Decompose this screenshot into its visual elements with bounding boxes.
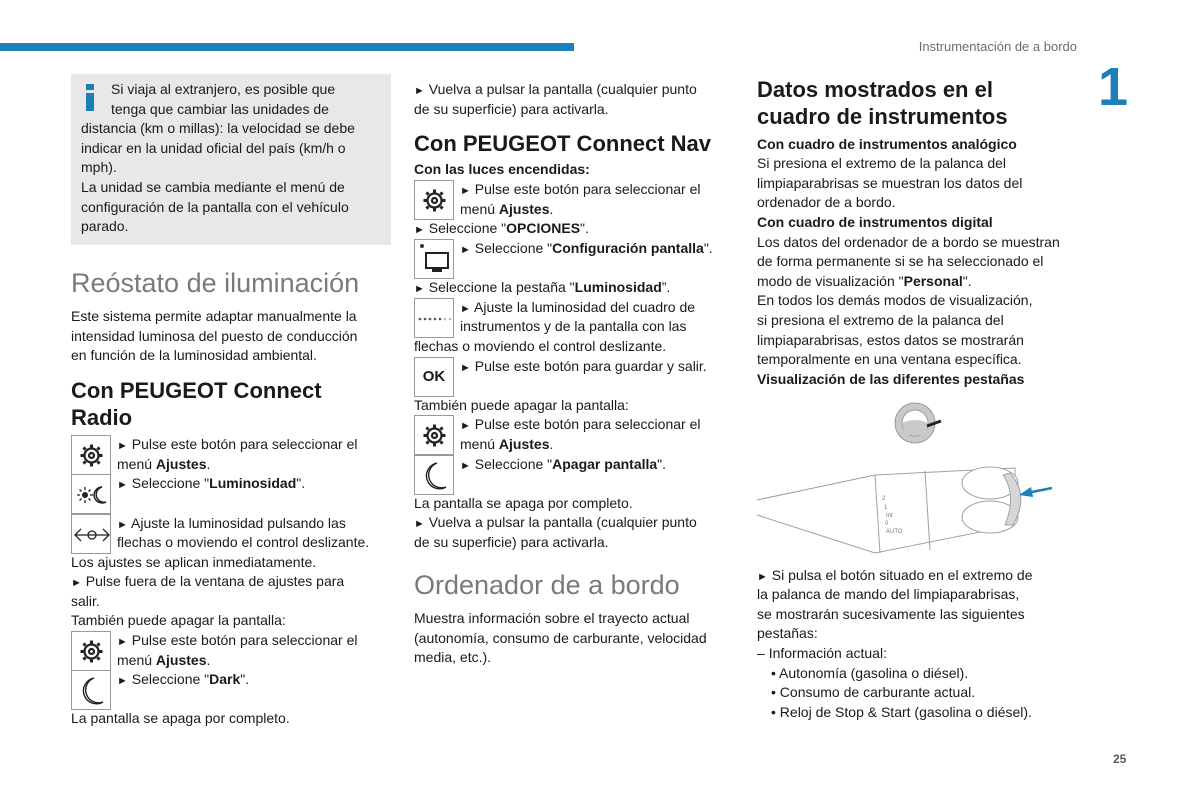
page-number: 25 <box>1113 752 1127 766</box>
body-text: La pantalla se apaga por completo. <box>71 710 290 726</box>
settings-icon-box <box>414 415 454 455</box>
body-text: La pantalla se apaga por completo. <box>414 495 633 511</box>
step-line: instrumentos y de la pantalla con las <box>460 318 687 334</box>
lever-label: 2 <box>882 496 886 502</box>
body-text: la palanca de mando del limpiaparabrisas, <box>757 586 1020 602</box>
display-icon-box <box>414 239 454 279</box>
section-title: Instrumentación de a bordo <box>918 39 1077 54</box>
body-text: ► Vuelva a pulsar la pantalla (cualquier punto <box>414 514 697 530</box>
body-text: Los datos del ordenador de a bordo se muestran <box>757 234 1060 250</box>
info-icon <box>83 84 99 112</box>
body-text: se mostrarán sucesivamente las siguientes <box>757 606 1025 622</box>
step-line: ► Seleccione "Luminosidad". <box>117 475 306 491</box>
settings-icon-box <box>414 180 454 220</box>
slider-icon-box <box>71 514 111 554</box>
step-line: ► Pulse este botón para seleccionar el <box>460 416 701 432</box>
ok-icon-box <box>414 357 454 397</box>
step-line: ► Seleccione "Dark". <box>117 671 250 687</box>
step-line: ► Seleccione "Configuración pantalla". <box>460 240 713 256</box>
gear-icon <box>72 632 112 672</box>
header-accent-bar <box>0 43 574 51</box>
step-line: ► Ajuste la luminosidad del cuadro de <box>460 299 696 315</box>
body-text: pestañas: <box>757 625 818 641</box>
body-text: ordenador de a bordo. <box>757 194 896 210</box>
rheostat-text: en función de la luminosidad ambiental. <box>71 347 317 363</box>
radio-heading: Con PEUGEOT Connect <box>71 378 322 403</box>
rheostat-text: Este sistema permite adaptar manualmente la <box>71 308 357 324</box>
body-text: temporalmente en una ventana específica. <box>757 351 1022 367</box>
body-text: limpiaparabrisas se muestran los datos del <box>757 175 1023 191</box>
body-text: limpiaparabrisas, estos datos se mostrarán <box>757 332 1024 348</box>
chapter-number: 1 <box>1098 57 1129 117</box>
lever <box>757 467 1021 553</box>
list-item: • Reloj de Stop & Start (gasolina o diésel). <box>771 704 1032 720</box>
info-line: tenga que cambiar las unidades de <box>111 101 329 117</box>
body-text: ► Vuelva a pulsar la pantalla (cualquier punto <box>414 81 697 97</box>
radio-heading-2: Radio <box>71 405 133 430</box>
body-text: ► Si pulsa el botón situado en el extremo de <box>757 567 1033 583</box>
step-line: ► Seleccione "Apagar pantalla". <box>460 456 667 472</box>
step-line: ► Seleccione "OPCIONES". <box>414 220 589 236</box>
settings-icon-box <box>71 435 111 475</box>
subheading: Visualización de las diferentes pestañas <box>757 371 1025 387</box>
moon-icon-box <box>71 670 111 710</box>
info-line: La unidad se cambia mediante el menú de <box>81 179 345 195</box>
dots-icon-box <box>414 298 454 338</box>
rheostat-text: intensidad luminosa del puesto de conducción <box>71 328 358 344</box>
subheading: Con cuadro de instrumentos digital <box>757 214 993 230</box>
moon-icon <box>415 456 455 496</box>
body-text: Si presiona el extremo de la palanca del <box>757 155 1007 171</box>
body-text: Los ajustes se aplican inmediatamente. <box>71 554 317 570</box>
step-line: ► Pulse este botón para seleccionar el <box>117 632 358 648</box>
brightness-dots-icon <box>415 299 455 339</box>
lever-label: 1 <box>884 505 888 511</box>
lever-label: 0 <box>885 521 889 527</box>
step-line: ► Pulse este botón para seleccionar el <box>117 436 358 452</box>
body-text: En todos los demás modos de visualización, <box>757 292 1033 308</box>
step-line: flechas o moviendo el control deslizante. <box>414 338 667 354</box>
step-line: menú Ajustes. <box>460 201 554 217</box>
body-text: de su superficie) para activarla. <box>414 101 609 117</box>
moon-icon-box <box>414 455 454 495</box>
rheostat-heading: Reóstato de iluminación <box>71 268 360 298</box>
gear-icon <box>415 181 455 221</box>
steering-wheel-icon <box>895 403 941 443</box>
body-text: si presiona el extremo de la palanca del <box>757 312 1004 328</box>
data-heading: Datos mostrados en el <box>757 77 993 102</box>
body-text: salir. <box>71 593 100 609</box>
list-heading: – Información actual: <box>757 645 887 661</box>
lever-label: Int <box>886 513 893 519</box>
moon-icon <box>72 671 112 711</box>
computer-text: media, etc.). <box>414 649 492 665</box>
step-line: ► Pulse este botón para seleccionar el <box>460 181 701 197</box>
computer-text: (autonomía, consumo de carburante, velocidad <box>414 630 707 646</box>
pointer-arrow-icon <box>1019 487 1052 497</box>
nav-heading: Con PEUGEOT Connect Nav <box>414 131 712 156</box>
step-line: menú Ajustes. <box>117 456 211 472</box>
display-settings-icon <box>415 240 455 280</box>
body-text: de forma permanente si se ha seleccionado el <box>757 253 1044 269</box>
gear-icon <box>415 416 455 456</box>
step-line: ► Ajuste la luminosidad pulsando las <box>117 515 346 531</box>
info-line: Si viaja al extranjero, es posible que <box>111 81 336 97</box>
step-line: ► Seleccione la pestaña "Luminosidad”. <box>414 279 671 295</box>
info-line: mph). <box>81 159 117 175</box>
data-heading-2: cuadro de instrumentos <box>757 104 1008 129</box>
subheading: Con cuadro de instrumentos analógico <box>757 136 1017 152</box>
body-text: de su superficie) para activarla. <box>414 534 609 550</box>
list-item: • Autonomía (gasolina o diésel). <box>771 665 969 681</box>
ok-label: OK <box>422 368 446 385</box>
step-line: ► Pulse este botón para guardar y salir. <box>460 358 707 374</box>
sun-moon-icon <box>72 475 112 515</box>
lever-label: AUTO <box>886 529 903 535</box>
brightness-icon-box <box>71 474 111 514</box>
wiper-lever-illustration <box>755 395 1065 560</box>
computer-heading: Ordenador de a bordo <box>414 570 680 600</box>
body-text: También puede apagar la pantalla: <box>414 397 629 413</box>
settings-icon-box <box>71 631 111 671</box>
step-line: menú Ajustes. <box>117 652 211 668</box>
info-line: distancia (km o millas): la velocidad se debe <box>81 120 355 136</box>
body-text: ► Pulse fuera de la ventana de ajustes para <box>71 573 345 589</box>
info-line: indicar en la unidad oficial del país (km/h o <box>81 140 346 156</box>
info-line: configuración de la pantalla con el vehículo <box>81 199 349 215</box>
gear-icon <box>72 436 112 476</box>
computer-text: Muestra información sobre el trayecto actual <box>414 610 690 626</box>
body-text: modo de visualización "Personal". <box>757 273 972 289</box>
body-text: También puede apagar la pantalla: <box>71 612 286 628</box>
step-line: menú Ajustes. <box>460 436 554 452</box>
slider-icon <box>72 515 112 555</box>
list-item: • Consumo de carburante actual. <box>771 684 976 700</box>
step-line: flechas o moviendo el control deslizante. <box>117 534 370 550</box>
subheading: Con las luces encendidas: <box>414 161 590 177</box>
info-line: parado. <box>81 218 129 234</box>
